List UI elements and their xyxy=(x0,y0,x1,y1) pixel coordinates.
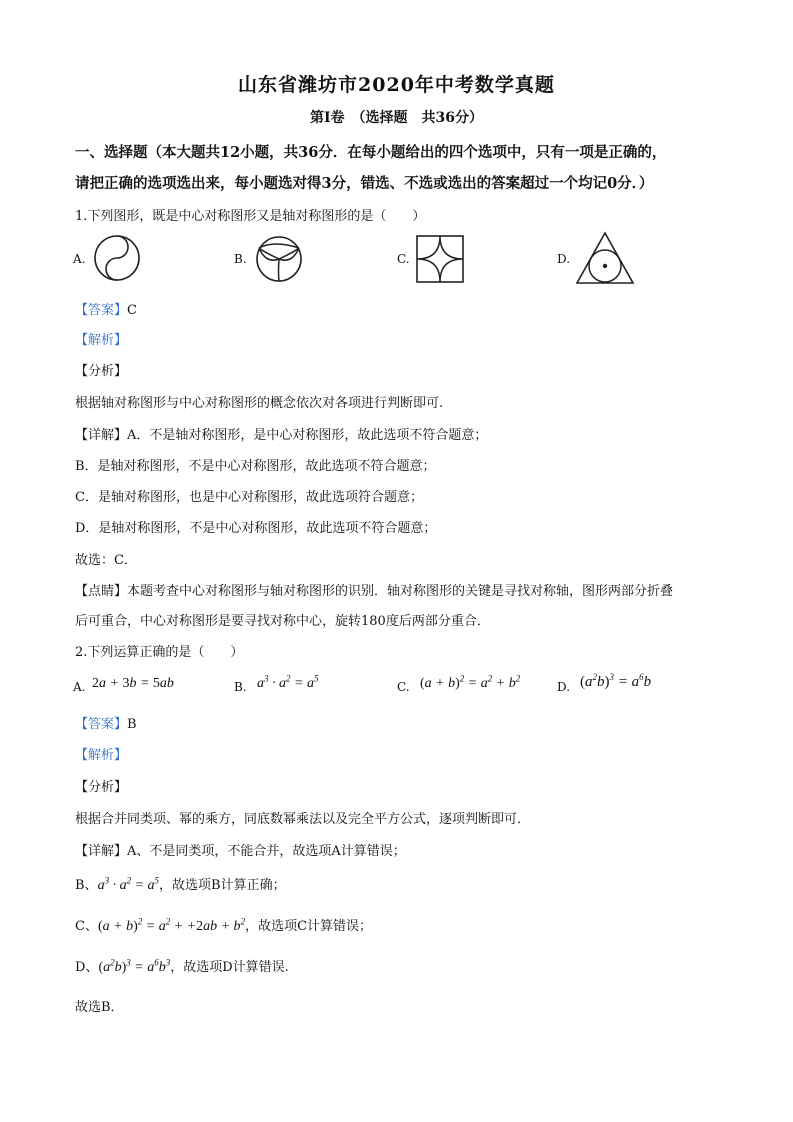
q1-option-b-label: B. xyxy=(234,252,247,266)
q1-answer xyxy=(75,299,137,318)
q2-answer xyxy=(75,713,137,732)
answer-tag: 【答案】 xyxy=(75,717,128,732)
q1-dianjing-line-1: 【点睛】本题考查中心对称图形与轴对称图形的识别．轴对称图形的关键是寻找对称轴，图形两部分折叠 xyxy=(75,584,674,599)
q1-dianjing-line-2: 后可重合，中心对称图形是要寻找对称中心，旋转180度后两部分重合． xyxy=(75,614,490,629)
q2-analysis-tag: 【解析】 xyxy=(75,748,128,763)
q1-conclusion: 故选：C． xyxy=(75,553,137,568)
q2-detail-c xyxy=(75,915,372,935)
section-heading-line-1: 一、选择题（本大题共12小题，共36分．在每小题给出的四个选项中，只有一项是正确的， xyxy=(75,144,667,161)
q2-conclusion: 故选B． xyxy=(75,1000,124,1015)
q1-stem: 1.下列图形，既是中心对称图形又是轴对称图形的是（ ） xyxy=(75,209,426,224)
q1-detail-c: C．是轴对称图形，也是中心对称图形，故此选项符合题意； xyxy=(75,490,423,505)
detail-c-suffix: ，故选项C计算错误； xyxy=(245,919,373,934)
detail-b-math: $a^3 \cdot a^2 = a^5$ xyxy=(97,875,160,893)
detail-b-suffix: ，故选项B计算正确； xyxy=(159,878,286,893)
q2-detail-a: 【详解】A、不是同类项，不能合并，故选项A计算错误； xyxy=(75,844,406,859)
q1-fenxi-text: 根据轴对称图形与中心对称图形的概念依次对各项进行判断即可. xyxy=(75,396,444,411)
triangle-incircle-figure xyxy=(574,229,636,287)
q2-stem: 2.下列运算正确的是（ ） xyxy=(75,645,244,660)
q1-fenxi-tag: 【分析】 xyxy=(75,364,128,379)
q2-option-c-label: C. xyxy=(397,680,410,694)
detail-c-prefix: C、 xyxy=(75,919,98,934)
q2-option-d-label: D. xyxy=(557,680,571,694)
q1-option-c-label: C. xyxy=(397,252,410,266)
q2-option-c-math: $(a + b)^2 = a^2 + b^2$ xyxy=(420,673,521,691)
page-title: 山东省潍坊市2020年中考数学真题 xyxy=(238,74,555,96)
answer-value: B xyxy=(127,717,137,732)
q1-option-d-label: D. xyxy=(557,252,571,266)
q2-fenxi-tag: 【分析】 xyxy=(75,780,128,795)
q2-option-b-label: B. xyxy=(234,680,247,694)
q1-detail-b: B．是轴对称图形，不是中心对称图形，故此选项不符合题意； xyxy=(75,459,436,474)
answer-tag: 【答案】 xyxy=(75,303,128,318)
q2-detail-d xyxy=(75,956,289,976)
q1-detail-a: 【详解】A．不是轴对称图形，是中心对称图形，故此选项不符合题意； xyxy=(75,428,488,443)
q2-option-a-math: 2a + 3b = 5ab xyxy=(92,676,174,691)
q1-detail-d: D．是轴对称图形，不是中心对称图形，故此选项不符合题意； xyxy=(75,521,437,536)
page-subtitle: 第Ⅰ卷 （选择题 共36分） xyxy=(309,110,484,126)
detail-d-suffix: ，故选项D计算错误. xyxy=(170,960,289,975)
detail-c-math: $(a + b)^2 = a^2 + +2ab + b^2$ xyxy=(97,916,246,934)
answer-value: C xyxy=(127,303,137,318)
detail-b-prefix: B、 xyxy=(75,878,98,893)
three-petal-circle-figure xyxy=(254,234,304,284)
q1-option-a-label: A. xyxy=(73,252,86,266)
yin-yang-figure xyxy=(92,234,142,282)
q2-option-a-label: A. xyxy=(73,680,86,694)
q2-option-d-math: $(a^2b)^3 = a^6b$ xyxy=(580,672,652,690)
square-star-figure xyxy=(414,233,466,285)
section-heading-line-2: 请把正确的选项选出来，每小题选对得3分，错选、不选或选出的答案超过一个均记0分．） xyxy=(75,175,654,192)
q2-option-b-math: $a^3 \cdot a^2 = a^5$ xyxy=(257,673,319,691)
q2-fenxi-text: 根据合并同类项、幂的乘方，同底数幂乘法以及完全平方公式，逐项判断即可． xyxy=(75,812,531,827)
detail-d-prefix: D、 xyxy=(75,960,99,975)
q2-detail-b xyxy=(75,874,286,894)
q1-analysis-tag: 【解析】 xyxy=(75,333,128,348)
detail-d-math: $(a^2b)^3 = a^6b^3$ xyxy=(98,957,171,975)
